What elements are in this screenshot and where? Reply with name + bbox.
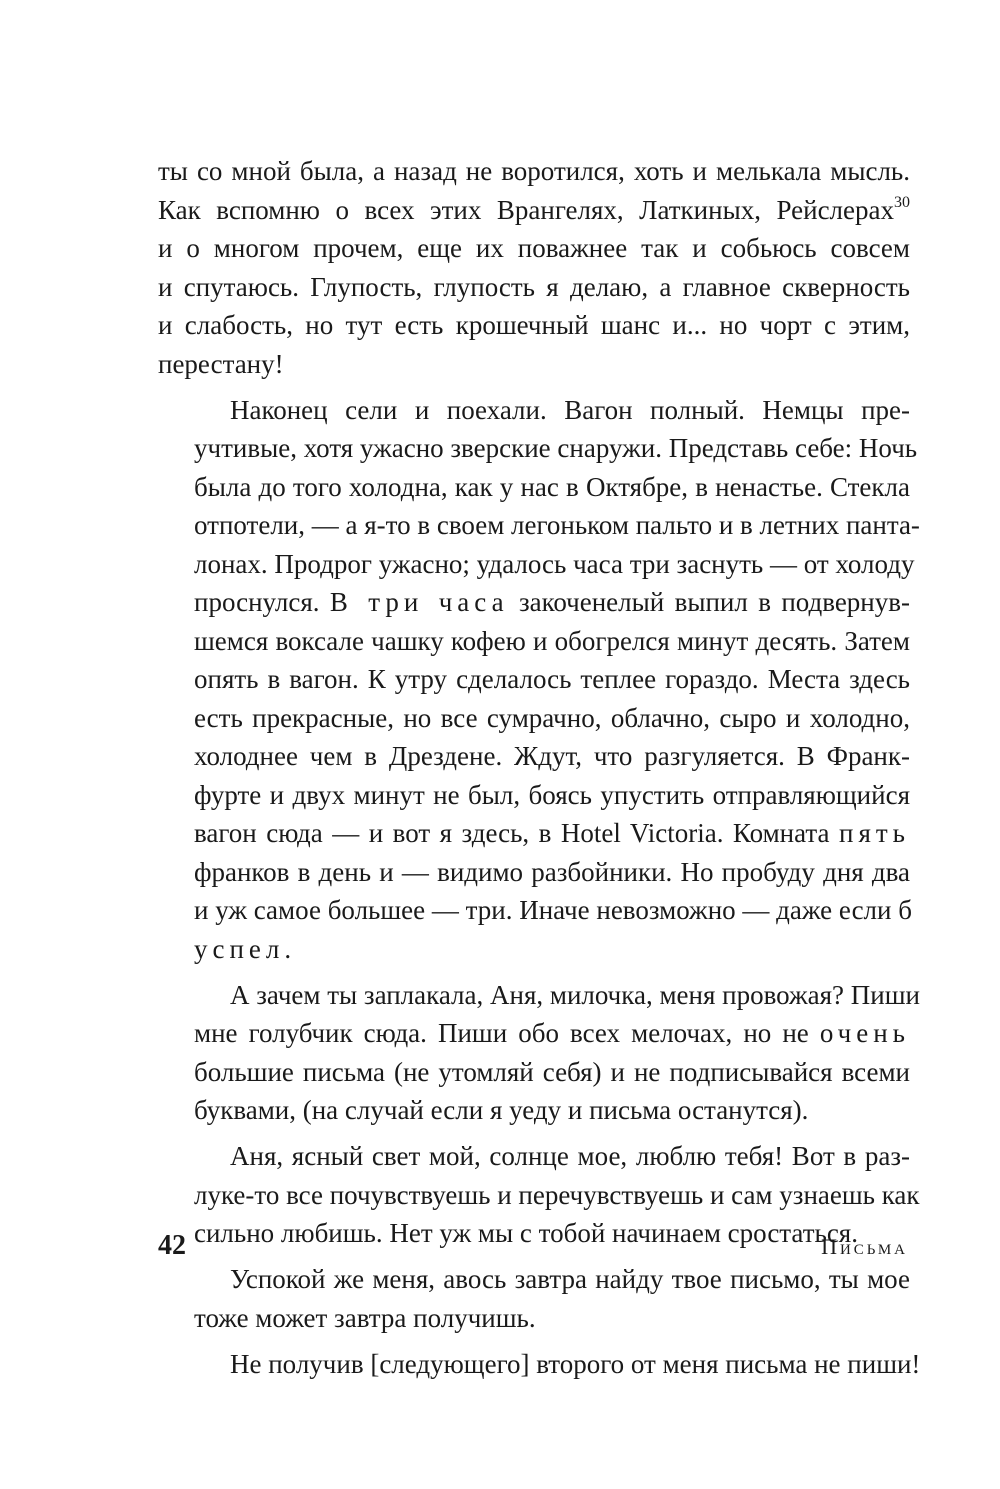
- text-line: [158, 545, 915, 584]
- spaced-emphasis: очень: [819, 1018, 910, 1048]
- text-segment: буквами, (на случай если я уеду и письма останутся).: [194, 1095, 809, 1125]
- text-segment: лонах. Продрог ужасно; удалось часа три заснуть — от холоду: [194, 548, 915, 579]
- text-segment: отпотели, — а я-то в своем легоньком пальто и в летних панта-: [194, 510, 920, 540]
- text-segment: большие письма (не утомляй себя) и не подписывайся всеми: [194, 1056, 910, 1087]
- text-segment: А зачем ты заплакала, Аня, милочка, меня провожая? Пиши: [230, 979, 920, 1010]
- text-line: [158, 1091, 910, 1130]
- text-segment: была до того холодна, как у нас в Октябре, в ненастье. Стекла: [194, 471, 910, 502]
- text-line: [158, 191, 910, 230]
- text-segment: и слабость, но тут есть крошечный шанс и... но чорт с этим,: [158, 310, 910, 340]
- text-line: [158, 776, 910, 815]
- text-line: [158, 306, 910, 345]
- text-line: [158, 1176, 920, 1215]
- text-segment: Аня, ясный свет мой, солнце мое, люблю тебя! Вот в раз-: [230, 1141, 910, 1171]
- page-number: 42: [158, 1230, 186, 1261]
- text-line: [158, 622, 910, 661]
- text-segment: учтивые, хотя ужасно зверские снаружи. Представь себе: Ночь: [194, 433, 918, 463]
- text-line: [158, 583, 910, 622]
- text-segment: опять в вагон. К утру сделалось теплее гораздо. Места здесь: [194, 664, 910, 694]
- text-line: [158, 506, 920, 545]
- text-segment: фурте и двух минут не был, боясь упустить отправляющийся: [194, 779, 910, 810]
- text-line: [158, 345, 910, 384]
- text-line: [158, 1053, 910, 1092]
- text-segment: перестану!: [158, 348, 284, 379]
- text-segment: тоже может завтра получишь.: [194, 1302, 536, 1333]
- text-segment: и спутаюсь. Глупость, глупость я делаю, а главное скверность: [158, 271, 910, 302]
- text-line: [158, 429, 918, 468]
- text-segment: Как вспомню о всех этих Врангелях, Латкиных, Рейслерах: [158, 194, 894, 225]
- text-line: [158, 1214, 910, 1253]
- text-line: [158, 1014, 910, 1053]
- text-line: [158, 268, 910, 307]
- text-line: [158, 1137, 910, 1176]
- text-segment: шемся воксале чашку кофею и обогрелся минут десять. Затем: [194, 625, 910, 656]
- text-segment: и уж самое большее — три. Иначе невозможно — даже если б: [194, 895, 912, 925]
- text-line: [158, 1260, 910, 1299]
- text-segment: луке-то все почувствуешь и перечувствуешь и сам узнаешь как: [194, 1179, 920, 1210]
- text-line: [158, 737, 910, 776]
- text-segment: холоднее чем в Дрездене. Ждут, что разгуляется. В Франк-: [194, 741, 910, 771]
- spaced-emphasis: успел.: [194, 933, 297, 964]
- text-segment: проснулся.: [194, 587, 330, 617]
- text-segment: франков в день и — видимо разбойники. Но пробуду дня два: [194, 856, 910, 887]
- spaced-emphasis: пять: [839, 818, 910, 848]
- text-segment: и о многом прочем, еще их поважнее так и собьюсь совсем: [158, 233, 910, 263]
- running-head: Письма: [821, 1234, 908, 1259]
- spaced-emphasis: В три часа: [329, 587, 509, 617]
- text-line: [158, 660, 910, 699]
- paragraph: [158, 391, 920, 969]
- text-line: [158, 891, 910, 930]
- paragraph: [158, 1345, 921, 1384]
- text-segment: есть прекрасные, но все сумрачно, облачно, сыро и холодно,: [194, 702, 910, 733]
- text-line: [158, 391, 910, 430]
- text-line: [158, 152, 910, 191]
- text-line: [158, 976, 920, 1015]
- text-segment: сильно любишь. Нет уж мы с тобой начинаем сростаться.: [194, 1218, 858, 1248]
- text-segment: ты со мной была, а назад не воротился, хоть и мелькала мысль.: [158, 156, 910, 186]
- text-segment: закоченелый выпил в подвернув-: [508, 587, 910, 617]
- text-line: [158, 853, 910, 892]
- footnote-marker: 30: [894, 193, 910, 211]
- paragraph: [158, 1260, 910, 1337]
- text-line: [158, 930, 910, 969]
- text-line: [158, 1345, 921, 1384]
- paragraph: [158, 1137, 920, 1253]
- text-segment: мне голубчик сюда. Пиши обо всех мелочах, но не: [194, 1018, 820, 1048]
- paragraph: [158, 152, 910, 383]
- text-line: [158, 699, 910, 738]
- text-line: [158, 814, 910, 853]
- text-line: [158, 1299, 910, 1338]
- text-segment: Не получив [следующего] второго от меня письма не пиши!: [230, 1348, 921, 1379]
- paragraph: [158, 976, 920, 1130]
- text-line: [158, 229, 910, 268]
- text-segment: вагон сюда — и вот я здесь, в Hotel Victoria. Комната: [194, 818, 840, 848]
- text-segment: Успокой же меня, авось завтра найду твое письмо, ты мое: [230, 1264, 910, 1294]
- text-segment: Наконец сели и поехали. Вагон полный. Немцы пре-: [230, 394, 910, 425]
- text-line: [158, 468, 910, 507]
